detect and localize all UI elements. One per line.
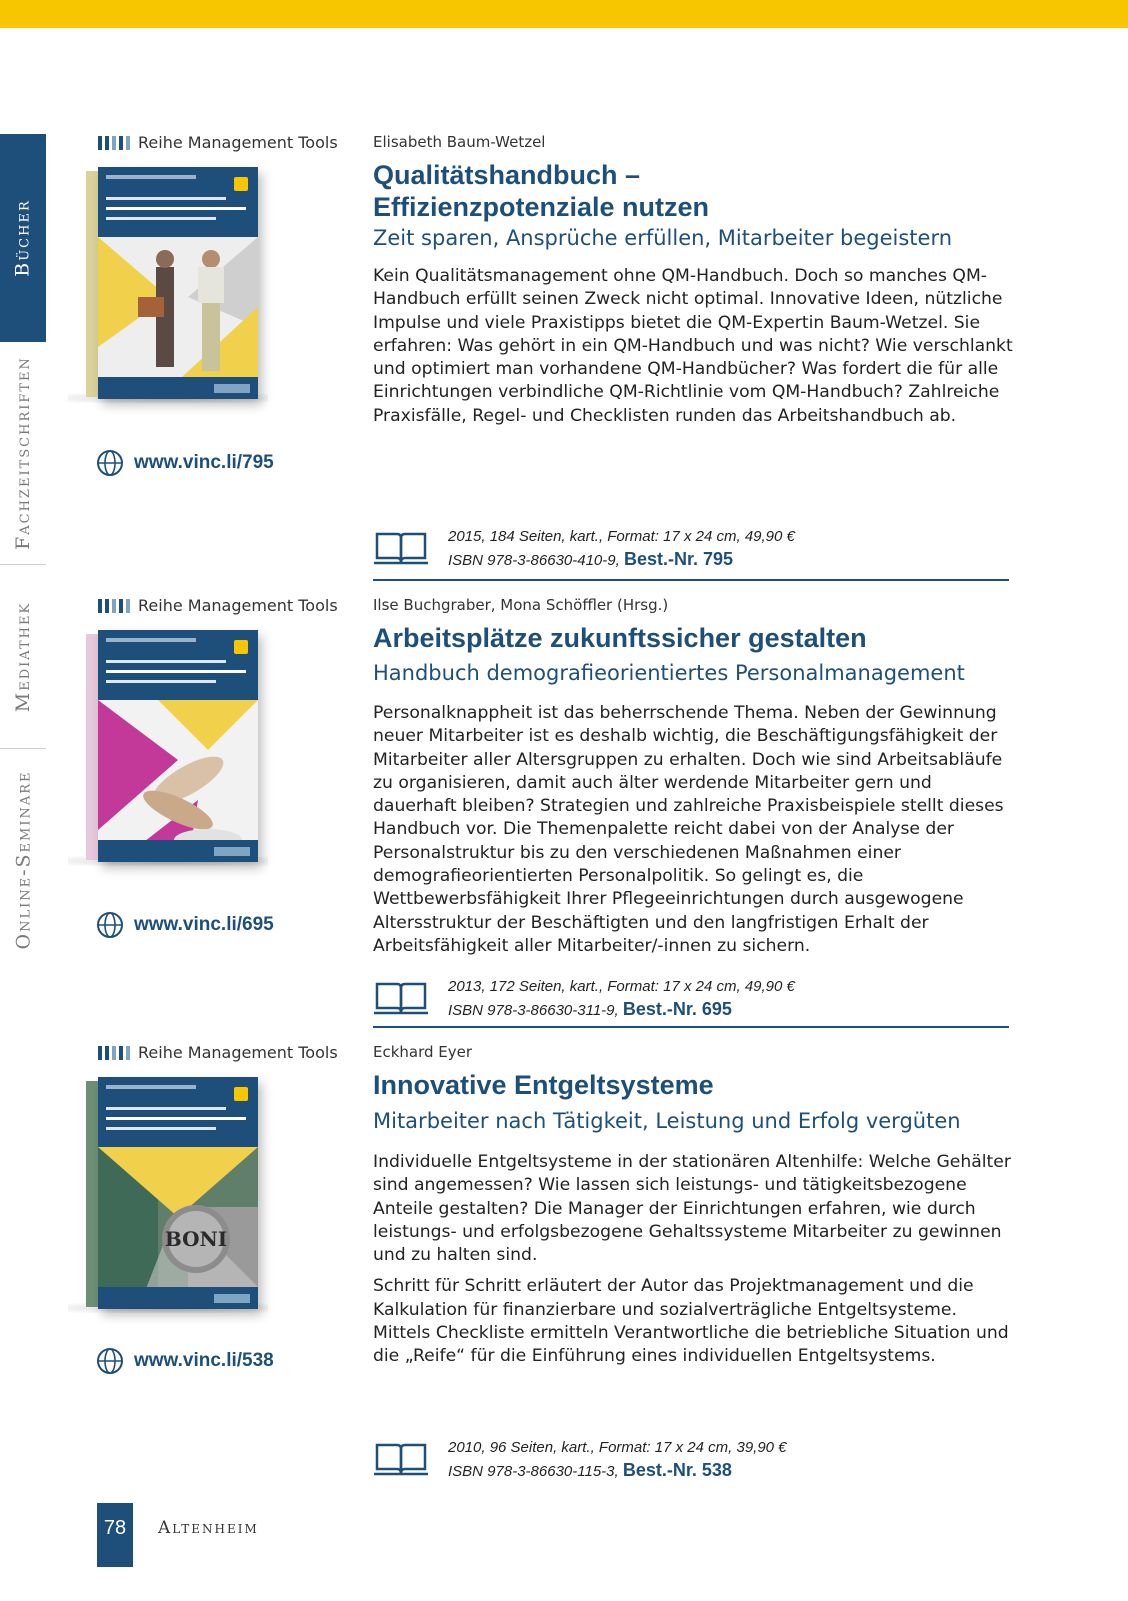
bibliographic-info xyxy=(373,976,1013,1026)
series-label: Reihe Management Tools xyxy=(138,1043,338,1062)
globe-icon xyxy=(96,911,124,939)
description-paragraph: Individuelle Entgeltsysteme in der stationären Altenhilfe: Welche Gehälter sind angemessen? Wie lassen sich leistungs- und tätigkeitsbezogene Anteile gestalten? Die Manager der Einrichtungen erfahren, wie durch leistungs- und erfolgsbezogene Gehaltssysteme Mitarbeiter zu gewinnen und zu halten sind. xyxy=(373,1152,1011,1266)
cover-boni-text: BONI xyxy=(164,1227,228,1251)
series-tag xyxy=(98,1043,338,1062)
book-cover xyxy=(68,167,268,407)
series-bars-icon xyxy=(98,599,130,613)
author: Elisabeth Baum-Wetzel xyxy=(373,133,546,151)
sidebar-tab-label: Fachzeitschriften xyxy=(12,356,35,550)
book-entry xyxy=(0,133,1128,583)
biblio-details: 2015, 184 Seiten, kart., Format: 17 x 24 cm, 49,90 € xyxy=(448,528,795,545)
author: Eckhard Eyer xyxy=(373,1043,473,1061)
book-title-line: Effizienzpotenziale nutzen xyxy=(373,192,710,222)
cover-artwork xyxy=(98,700,258,862)
series-label: Reihe Management Tools xyxy=(138,596,338,615)
series-tag xyxy=(98,133,338,152)
open-book-icon xyxy=(373,1441,429,1477)
entry-divider xyxy=(373,1026,1009,1028)
weblink[interactable] xyxy=(96,911,274,939)
sidebar-tab-label: Bücher xyxy=(12,199,35,277)
globe-icon xyxy=(96,1347,124,1375)
series-bars-icon xyxy=(98,1046,130,1060)
series-tag xyxy=(98,596,338,615)
order-number: Best.-Nr. 695 xyxy=(622,999,732,1019)
author: Ilse Buchgraber, Mona Schöffler (Hrsg.) xyxy=(373,596,669,614)
cover-artwork xyxy=(98,1147,258,1309)
weblink[interactable] xyxy=(96,449,274,477)
cover-artwork xyxy=(98,237,258,399)
book-title xyxy=(373,1069,1013,1101)
biblio-details: 2010, 96 Seiten, kart., Format: 17 x 24 cm, 39,90 € xyxy=(448,1439,787,1456)
book-cover xyxy=(68,1077,268,1317)
book-entry xyxy=(0,596,1128,1036)
book-title-line: Innovative Entgeltsysteme xyxy=(373,1070,714,1100)
sidebar-tab-label: Mediathek xyxy=(12,601,35,713)
series-label: Reihe Management Tools xyxy=(138,133,338,152)
bibliographic-info xyxy=(373,526,1013,576)
book-description xyxy=(373,1151,1013,1369)
book-description xyxy=(373,702,1013,958)
entry-divider xyxy=(373,579,1009,581)
description-paragraph: Kein Qualitätsmanagement ohne QM-Handbuch. Doch so manches QM-Handbuch erfüllt seinen Zweck nicht optimal. Innovative Ideen, nützliche Impulse und viele Praxistipps bietet die QM-Expertin Baum-Wetzel. Sie erfahren: Was gehört in ein QM-Handbuch und was nicht? Wie verschlankt und optimiert man vorhandene QM-Handbücher? Was fordert die für alle Einrichtungen verbindliche QM-Richtlinie vom QM-Handbuch? Zahlreiche Praxisfälle, Regel- und Checklisten runden das Arbeitshandbuch ab. xyxy=(373,266,1013,426)
order-number: Best.-Nr. 795 xyxy=(623,549,734,569)
open-book-icon xyxy=(373,530,429,566)
isbn: ISBN 978-3-86630-410-9, xyxy=(448,552,620,569)
book-title xyxy=(373,622,1013,654)
open-book-icon xyxy=(373,980,429,1016)
weblink[interactable] xyxy=(96,1347,274,1375)
isbn: ISBN 978-3-86630-115-3, xyxy=(448,1463,619,1480)
book-subtitle: Handbuch demografieorientiertes Personalmanagement xyxy=(373,661,965,685)
isbn: ISBN 978-3-86630-311-9, xyxy=(448,1002,619,1019)
book-title-line: Qualitätshandbuch – xyxy=(373,160,641,190)
section-title: Altenheim xyxy=(158,1518,259,1538)
description-paragraph: Personalknappheit ist das beherrschende Thema. Neben der Gewinnung neuer Mitarbeiter ist es deshalb wichtig, die Beschäftigungsfähigkeit der Mitarbeiter aller Altersgruppen zu erhalten. Doch wie sind Arbeitsabläufe zu organisieren, damit auch älter werdende Mitarbeiter gern und dauerhaft bleiben? Strategien und zahlreiche Praxisbeispiele stellt dieses Handbuch vor. Die Themenpalette reicht dabei von der Analyse der Personalstruktur bis zu den verschiedenen Maßnahmen einer demografieorientierten Personalpolitik. So gelingt es, die Wettbewerbsfähigkeit Ihrer Pflegeeinrichtungen durch ausgewogene Altersstruktur der Beschäftigten und den langfristigen Erhalt der Arbeitsfähigkeit aller Mitarbeiter/-innen zu sichern. xyxy=(373,703,1004,956)
sidebar-tab-label: Online-Seminare xyxy=(12,770,34,950)
book-description xyxy=(373,265,1013,428)
weblink-text[interactable]: www.vinc.li/538 xyxy=(134,1350,274,1371)
weblink-text[interactable]: www.vinc.li/695 xyxy=(134,914,274,935)
book-subtitle: Zeit sparen, Ansprüche erfüllen, Mitarbeiter begeistern xyxy=(373,226,953,250)
bibliographic-info xyxy=(373,1437,1013,1487)
description-paragraph: Schritt für Schritt erläutert der Autor das Projektmanagement und die Kalkulation für finanzierbare und sozialverträgliche Entgeltsysteme. Mittels Checkliste ermitteln Verantwortliche die betriebliche Situation und die „Reife“ für die Einführung eines individuellen Entgeltsystems. xyxy=(373,1276,1009,1367)
weblink-text[interactable]: www.vinc.li/795 xyxy=(134,452,274,473)
order-number: Best.-Nr. 538 xyxy=(622,1460,732,1480)
book-cover xyxy=(68,630,268,870)
biblio-details: 2013, 172 Seiten, kart., Format: 17 x 24 cm, 49,90 € xyxy=(448,978,795,995)
series-bars-icon xyxy=(98,136,130,150)
book-title xyxy=(373,159,1013,223)
book-title-line: Arbeitsplätze zukunftssicher gestalten xyxy=(373,623,867,653)
book-subtitle: Mitarbeiter nach Tätigkeit, Leistung und Erfolg vergüten xyxy=(373,1109,961,1133)
globe-icon xyxy=(96,449,124,477)
page-number: 78 xyxy=(97,1503,133,1567)
top-accent-bar xyxy=(0,0,1128,28)
book-entry xyxy=(0,1043,1128,1488)
